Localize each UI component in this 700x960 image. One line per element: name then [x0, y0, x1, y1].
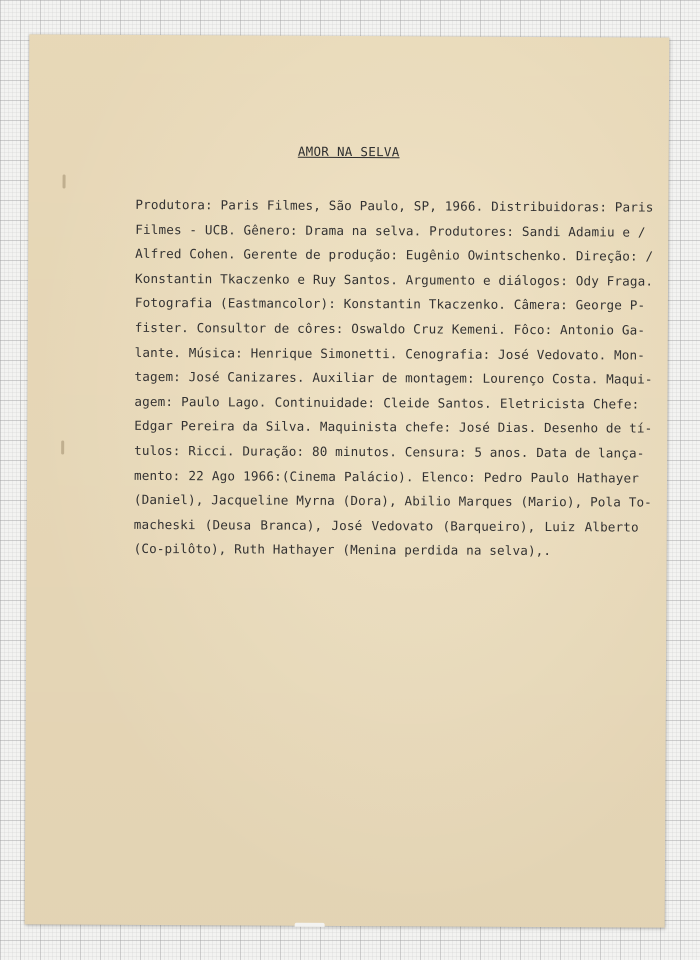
- text-line: (Daniel), Jacqueline Myrna (Dora), Abilio Marques (Mario), Pola To-: [133, 492, 652, 510]
- text-line: Edgar Pereira da Silva. Maquinista chefe: José Dias. Desenho de tí-: [134, 418, 653, 436]
- text-line: fister. Consultor de côres: Oswaldo Cruz Kemeni. Fôco: Antonio Ga-: [134, 319, 646, 338]
- text-line: Filmes - UCB. Gênero: Drama na selva. Produtores: Sandi Adamiu e /: [135, 221, 646, 240]
- document-title: AMOR NA SELVA: [297, 143, 400, 160]
- text-line: Konstantin Tkaczenko e Ruy Santos. Argumento e diálogos: Ody Fraga.: [135, 270, 654, 289]
- text-line: mento: 22 Ago 1966:(Cinema Palácio). Elenco: Pedro Paulo Hathayer: [133, 467, 640, 486]
- text-line: Produtora: Paris Filmes, São Paulo, SP, 1966. Distribuidoras: Paris: [135, 196, 654, 215]
- text-line: macheski (Deusa Branca), José Vedovato (Barqueiro), Luiz Alberto: [133, 516, 639, 535]
- typewritten-sheet: [25, 34, 670, 927]
- punch-mark: [61, 441, 64, 455]
- text-line: (Co-pilôto), Ruth Hathayer (Menina perdida na selva),.: [133, 541, 552, 559]
- text-line: tulos: Ricci. Duração: 80 minutos. Censura: 5 anos. Data de lança-: [134, 442, 645, 461]
- paper-tear: [295, 923, 325, 927]
- document-body: [133, 193, 654, 565]
- text-line: Alfred Cohen. Gerente de produção: Eugênio Owintschenko. Direção: /: [135, 246, 654, 264]
- text-line: agem: Paulo Lago. Continuidade: Cleide Santos. Eletricista Chefe:: [134, 393, 640, 412]
- text-line: Fotografia (Eastmancolor): Konstantin Tkaczenko. Câmera: George P-: [134, 295, 646, 313]
- punch-mark: [63, 175, 66, 189]
- text-line: tagem: José Canizares. Auxiliar de montagem: Lourenço Costa. Maqui-: [134, 369, 653, 387]
- text-line: lante. Música: Henrique Simonetti. Cenografia: José Vedovato. Mon-: [134, 344, 646, 363]
